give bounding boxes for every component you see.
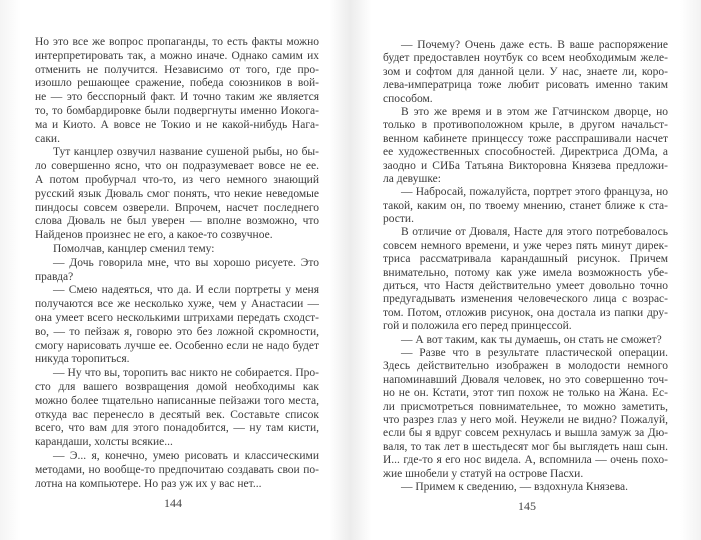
text-line-content: всего, что вам для этого понадобится, — ну там кисти, <box>35 422 319 435</box>
text-line <box>383 93 668 106</box>
text-line-content: том. Потом, отложив рисунок, она достала из папки дру- <box>383 306 668 319</box>
text-line-content: Тут канцлер озвучил название сушеной рыбы, но бы- <box>53 146 319 159</box>
text-line <box>35 326 319 340</box>
text-line-content: получаются все же несколько хуже, чем у Анастасии — <box>35 298 319 311</box>
page-number-left: 144 <box>164 496 182 510</box>
text-line <box>35 174 319 188</box>
text-line-content: саки. <box>35 132 60 145</box>
text-line <box>383 401 668 414</box>
text-line <box>35 77 319 91</box>
text-line-content: валя, то так лет в шестьдесят мог бы выглядеть наш сын. <box>383 440 668 453</box>
text-line <box>383 374 668 387</box>
text-line-content: Но это все же вопрос пропаганды, то есть факты можно <box>35 36 319 48</box>
text-line <box>35 298 319 312</box>
text-line <box>35 450 319 464</box>
text-line <box>383 414 668 427</box>
text-line <box>383 66 668 79</box>
text-line <box>383 106 668 119</box>
text-line-content: зом и софтом для данной цели. У нас, знаете ли, коро- <box>383 65 668 78</box>
text-line-content: слова Дюваль не был уверен — вполне возможно, что <box>35 215 319 228</box>
text-line <box>383 133 668 146</box>
page-number-right: 145 <box>518 499 536 513</box>
text-line <box>383 441 668 454</box>
text-line <box>35 91 319 105</box>
text-line-content: диться, что Настя действительно умеет довольно точно <box>383 280 668 293</box>
text-line <box>35 119 319 133</box>
text-line <box>35 284 319 298</box>
text-line <box>35 215 319 229</box>
text-line-content: венном кабинете принцессу тоже расспрашивали насчет <box>383 132 668 145</box>
text-line-content: можно более тщательно написанные пейзажи того места, <box>35 394 319 407</box>
text-line <box>383 293 668 306</box>
text-line <box>35 188 319 202</box>
right-page-text <box>383 39 668 494</box>
text-line-content: отменить не получится. Независимо от того, где про- <box>35 63 319 76</box>
text-line-content: такой, каким он, по твоему мнению, станет ближе к ста- <box>383 199 668 212</box>
text-line-content: если бы я вдруг совсем рехнулась и вышла замуж за Дю- <box>383 427 668 440</box>
text-line <box>383 226 668 239</box>
text-line-content: ло совершенно ясно, что он подразумевает вовсе не ее. <box>35 160 319 173</box>
text-line <box>383 253 668 266</box>
text-line <box>35 436 319 450</box>
text-line <box>35 353 319 367</box>
text-line-content: лотна на компьютере. Но раз уж их у вас нет... <box>35 477 262 490</box>
text-line <box>35 478 319 492</box>
text-line-content: рости. <box>383 213 414 226</box>
text-line <box>383 186 668 199</box>
text-line-content: — Почему? Очень даже есть. В ваше распоряжение <box>401 39 668 51</box>
text-line <box>35 160 319 174</box>
text-line-content: но не он. Кстати, этот тип похож не только на Жана. Ес- <box>383 387 668 400</box>
text-line-content: В отличие от Дюваля, Насте для этого потребовалось <box>401 226 668 239</box>
text-line-content: будет предоставлен ноутбук со всем необходимым желе- <box>383 52 668 65</box>
text-line <box>383 454 668 467</box>
text-line-content: сто для вашего возвращения домой необходимы как <box>35 380 319 393</box>
text-line <box>35 64 319 78</box>
text-line <box>383 360 668 373</box>
text-line-content: жие шнобели у статуй на острове Пасхи. <box>383 467 584 480</box>
text-line <box>383 334 668 347</box>
text-line-content: — Смею надеяться, что да. И если портреты у меня <box>53 284 319 297</box>
text-line <box>35 367 319 381</box>
text-line-content: способом. <box>383 92 433 105</box>
text-line-content: интерпретировать так, а можно иначе. Однако самим их <box>35 49 319 62</box>
text-line <box>35 243 319 257</box>
text-line-content: — Примем к сведению, — вздохнула Князева. <box>401 480 628 493</box>
text-line-content: — А вот таким, как ты думаешь, он стать не сможет? <box>401 333 662 346</box>
text-line <box>35 340 319 354</box>
text-line-content: лева-императрица тоже любит рисовать именно таким <box>383 79 668 92</box>
text-line <box>35 50 319 64</box>
text-line <box>383 52 668 65</box>
text-line-content: изошло решающее сражение, победа союзников в вой- <box>35 77 319 90</box>
text-line <box>383 280 668 293</box>
text-line <box>35 464 319 478</box>
text-line-content: заодно и СИБа Татьяна Викторовна Князева предложи- <box>383 159 668 172</box>
text-line <box>383 119 668 132</box>
text-line <box>35 381 319 395</box>
text-line <box>383 160 668 173</box>
text-line <box>383 307 668 320</box>
text-line <box>35 229 319 243</box>
text-line <box>35 36 319 50</box>
text-line <box>35 422 319 436</box>
text-line <box>383 481 668 494</box>
text-line-content: то, то бомбардировке были подвергнуты именно Иокога- <box>35 104 319 117</box>
text-line-content: Помолчав, канцлер сменил тему: <box>53 242 215 255</box>
text-line <box>383 146 668 159</box>
text-line-content: — Ну что вы, торопить вас никто не собирается. Про- <box>53 367 319 380</box>
text-line-content: правда? <box>35 270 74 283</box>
text-line-content: напоминавший Дюваля человек, но это совершенно точ- <box>383 373 668 386</box>
text-line <box>35 133 319 147</box>
text-line-content: — Э... я, конечно, умею рисовать и классическими <box>53 449 319 462</box>
text-line-content: ее художественных способностей. Директриса ДОМа, а <box>383 146 668 159</box>
text-line-content: Найденов произнес не его, а какое-то созвучное. <box>35 229 273 242</box>
text-line <box>35 312 319 326</box>
text-line <box>35 105 319 119</box>
text-line <box>383 267 668 280</box>
text-line-content: ли присмотреться повнимательнее, то можно заметить, <box>383 400 668 413</box>
text-line-content: она умеет всего несколькими штрихами передать сходст- <box>35 311 319 324</box>
text-line-content: гой и положила его перед принцессой. <box>383 320 572 333</box>
text-line-content: карандаши, холсты всякие... <box>35 436 173 449</box>
text-line-content: методами, но вообще-то предпочитаю создавать свои по- <box>35 463 319 476</box>
text-line-content: русский язык Дюваль смог понять, что некие неведомые <box>35 187 319 200</box>
text-line <box>35 271 319 285</box>
text-line-content: триса рассматривала карандашный рисунок. Причем <box>383 253 668 266</box>
text-line-content: смогу нарисовать лучше ее. Особенно если не надо будет <box>35 339 319 352</box>
text-line-content: И... где-то я его нос видела. А, вспомнила — очень похо- <box>383 454 668 467</box>
text-line <box>383 213 668 226</box>
text-line-content: внимательно, потому как уже имела возможность убе- <box>383 266 668 279</box>
text-line-content: во, — то пейзаж я, говорю это без ложной скромности, <box>35 325 319 338</box>
text-line <box>383 39 668 52</box>
text-line-content: ма и Киото. А вовсе не Токио и не какой-нибудь Нага- <box>35 118 319 131</box>
text-line <box>383 347 668 360</box>
text-line <box>383 320 668 333</box>
text-line <box>383 200 668 213</box>
text-line-content: никуда торопиться. <box>35 353 130 366</box>
text-line <box>35 395 319 409</box>
text-line-content: откуда вас перенесло в десятый век. Составьте список <box>35 408 319 421</box>
text-line-content: В это же время и в этом же Гатчинском дворце, но <box>401 105 668 118</box>
text-line-content: совсем немного времени, и уже через пять минут дирек- <box>383 239 668 252</box>
text-line-content: только в противоположном крыле, в другом начальст- <box>383 119 668 132</box>
text-line-content: — Разве что в результате пластической операции. <box>401 346 668 359</box>
text-line <box>35 146 319 160</box>
text-line <box>383 240 668 253</box>
text-line-content: А потом пробурчал что-то, из чего немного знающий <box>35 173 319 186</box>
text-line-content: пиндосы совсем озверели. Впрочем, насчет последнего <box>35 201 319 214</box>
text-line-content: — Дочь говорила мне, что вы хорошо рисуете. Это <box>53 256 319 269</box>
text-line <box>383 387 668 400</box>
text-line-content: ла девушке: <box>383 172 441 185</box>
text-line-content: предугадывать изменения человеческого лица с возрас- <box>383 293 668 306</box>
text-line <box>35 409 319 423</box>
text-line-content: — Набросай, пожалуйста, портрет этого француза, но <box>401 186 668 199</box>
text-line-content: не — это бесспорный факт. И точно таким же является <box>35 91 319 104</box>
text-line <box>383 79 668 92</box>
text-line-content: что разрез глаз у него мой. Неужели не видно? Пожалуй, <box>383 413 668 426</box>
text-line-content: Здесь действительно изображен в молодости немного <box>383 360 668 373</box>
text-line <box>383 468 668 481</box>
text-line <box>383 173 668 186</box>
left-page-text <box>35 36 319 491</box>
text-line <box>35 202 319 216</box>
text-line <box>35 257 319 271</box>
text-line <box>383 427 668 440</box>
